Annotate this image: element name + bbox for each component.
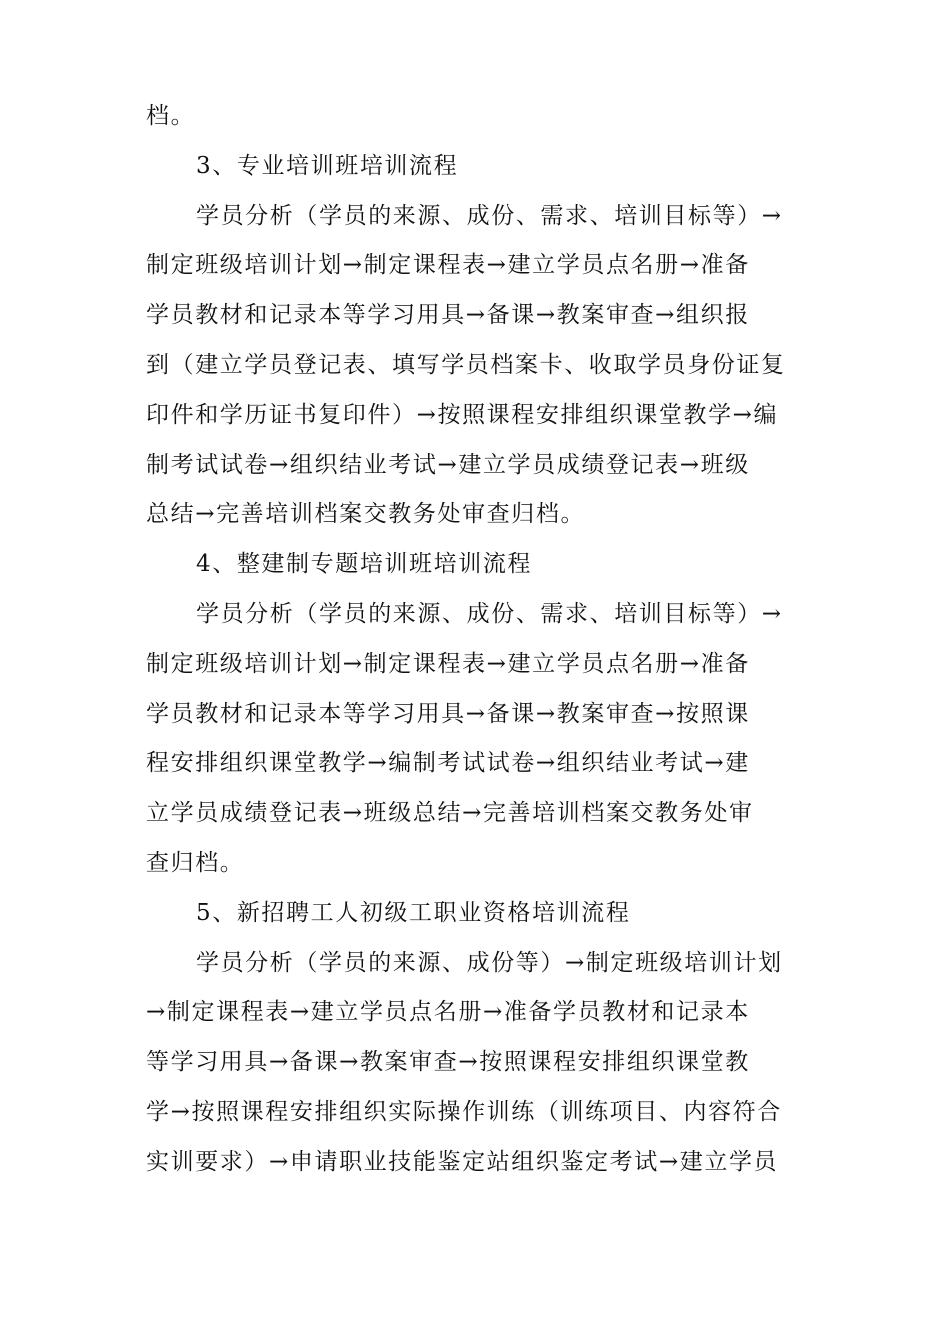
document-page — [146, 92, 806, 1188]
text-line: →制定课程表→建立学员点名册→准备学员教材和记录本 — [146, 999, 750, 1026]
text-line: 制考试试卷→组织结业考试→建立学员成绩登记表→班级 — [146, 451, 750, 478]
text-line: 立学员成绩登记表→班级总结→完善培训档案交教务处审 — [146, 800, 754, 827]
text-line: 学员分析（学员的来源、成份等）→制定班级培训计划 — [196, 949, 783, 976]
text-line: 到（建立学员登记表、填写学员档案卡、收取学员身份证复 — [146, 351, 786, 378]
text-line: 学员分析（学员的来源、成份、需求、培训目标等）→ — [196, 600, 783, 627]
section-heading-3: 3、专业培训班培训流程 — [196, 152, 459, 179]
text-line: 实训要求）→申请职业技能鉴定站组织鉴定考试→建立学员 — [146, 1148, 779, 1175]
text-line: 学员分析（学员的来源、成份、需求、培训目标等）→ — [196, 202, 783, 229]
section-heading-4: 4、整建制专题培训班培训流程 — [196, 551, 533, 578]
section-heading-5: 5、新招聘工人初级工职业资格培训流程 — [196, 899, 631, 926]
text-line: 印件和学历证书复印件）→按照课程安排组织课堂教学→编 — [146, 401, 779, 428]
text-line: 学员教材和记录本等学习用具→备课→教案审查→按照课 — [146, 700, 750, 727]
text-line: 等学习用具→备课→教案审查→按照课程安排组织课堂教 — [146, 1049, 750, 1076]
text-line: 学→按照课程安排组织实际操作训练（训练项目、内容符合 — [146, 1098, 782, 1125]
text-line: 学员教材和记录本等学习用具→备课→教案审查→组织报 — [146, 302, 750, 329]
text-line: 查归档。 — [146, 849, 245, 876]
text-line: 制定班级培训计划→制定课程表→建立学员点名册→准备 — [146, 252, 750, 279]
text-line: 程安排组织课堂教学→编制考试试卷→组织结业考试→建 — [146, 750, 750, 777]
text-line: 档。 — [146, 103, 196, 129]
text-line: 总结→完善培训档案交教务处审查归档。 — [146, 501, 586, 528]
text-line: 制定班级培训计划→制定课程表→建立学员点名册→准备 — [146, 650, 750, 677]
